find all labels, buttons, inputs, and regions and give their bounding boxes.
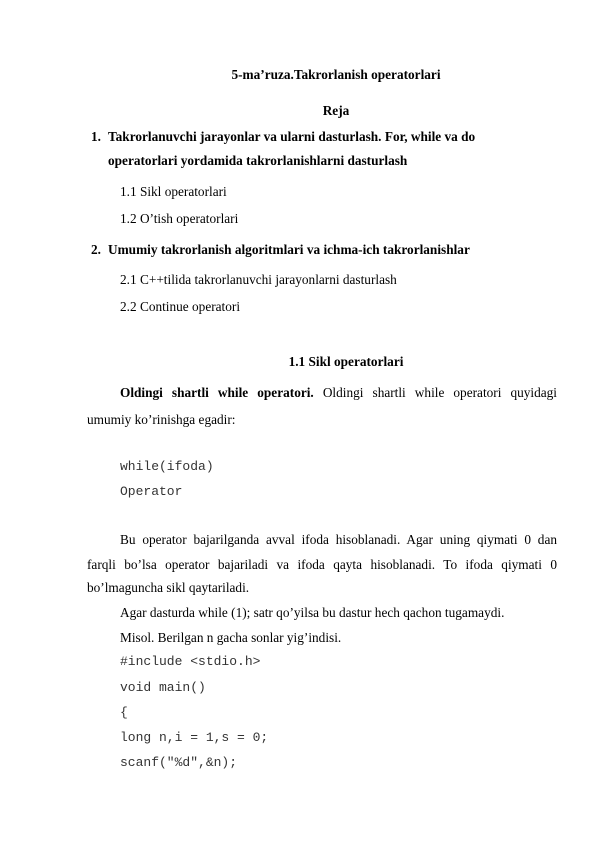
plan-item-1-title-line1: Takrorlanuvchi jarayonlar va ularni dasturlash. For, while va do — [108, 129, 476, 144]
section-heading: 1.1 Sikl operatorlari — [288, 354, 404, 369]
plan-item-2-title: Umumiy takrorlanish algoritmlari va ichma-ich takrorlanishlar — [108, 242, 470, 257]
plan-subitem-2-2: 2.2 Continue operatori — [120, 299, 241, 314]
paragraph-explanation-line3: bo’lmaguncha sikl qaytariladi. — [87, 580, 250, 595]
code-line: void main() — [120, 680, 206, 695]
paragraph-infinite-loop-note: Agar dasturda while (1); satr qo’yilsa bu dastur hech qachon tugamaydi. — [120, 605, 505, 620]
code-line: scanf("%d",&n); — [120, 755, 238, 770]
plan-subitem-2-1: 2.1 C++tilida takrorlanuvchi jarayonlarni dasturlash — [120, 272, 397, 287]
paragraph-while-intro-line2: umumiy ko’rinishga egadir: — [87, 412, 236, 427]
paragraph-while-intro-line1 — [120, 383, 557, 403]
plan-item-1-title-line2: operatorlari yordamida takrorlanishlarni dasturlash — [108, 153, 408, 168]
paragraph-bold-lead: Oldingi shartli while operatori. — [120, 385, 314, 400]
paragraph-example-caption: Misol. Berilgan n gacha sonlar yig’indisi. — [120, 630, 342, 645]
code-line: long n,i = 1,s = 0; — [120, 730, 269, 745]
plan-heading: Reja — [322, 103, 350, 118]
code-line: #include <stdio.h> — [120, 654, 261, 669]
plan-subitem-1-2: 1.2 O’tish operatorlari — [120, 211, 239, 226]
document-title: 5-ma’ruza.Takrorlanish operatorlari — [231, 67, 441, 82]
paragraph-explanation-line2: farqli bo’lsa operator bajariladi va ifoda qayta hisoblanadi. To ifoda qiymati 0 — [87, 557, 557, 572]
paragraph-rest: Oldingi shartli while operatori quyidagi — [322, 385, 557, 400]
plan-subitem-1-1: 1.1 Sikl operatorlari — [120, 184, 227, 199]
plan-item-1-number: 1. — [91, 129, 101, 144]
code-line: while(ifoda) — [120, 459, 214, 474]
code-line: Operator — [120, 484, 183, 499]
plan-item-2-number: 2. — [91, 242, 101, 257]
code-line: { — [120, 705, 128, 720]
paragraph-explanation-line1: Bu operator bajarilganda avval ifoda hisoblanadi. Agar uning qiymati 0 dan — [120, 532, 557, 547]
